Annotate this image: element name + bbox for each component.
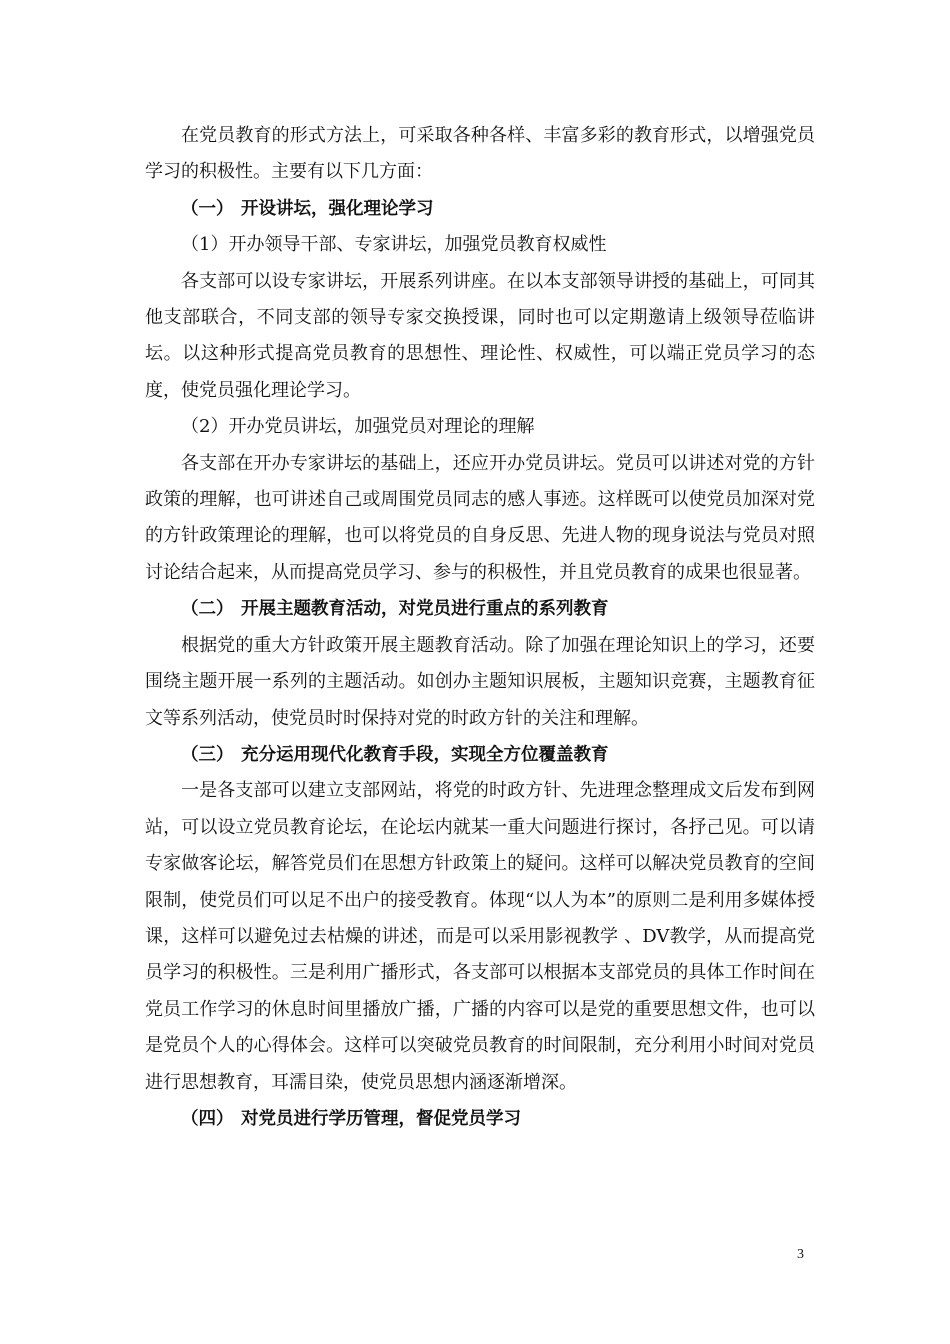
document-body <box>145 118 815 1137</box>
body-paragraph: 一是各支部可以建立支部网站，将党的时政方针、先进理念整理成文后发布到网站，可以设立党员教育论坛，在论坛内就某一重大问题进行探讨，各抒己见。可以请专家做客论坛，解答党员们在思想方针政策上的疑问。这样可以解决党员教育的空间限制，使党员们可以足不出户的接受教育。体现“以人为本”的原则二是利用多媒体授课，这样可以避免过去枯燥的讲述，而是可以采用影视教学 、DV教学，从而提高党员学习的积极性。三是利用广播形式，各支部可以根据本支部党员的具体工作时间在党员工作学习的休息时间里播放广播，广播的内容可以是党的重要思想文件，也可以是党员个人的心得体会。这样可以突破党员教育的时间限制，充分利用小时间对党员进行思想教育，耳濡目染，使党员思想内涵逐渐增深。 <box>145 780 815 1093</box>
subsection-heading-1: （1）开办领导干部、专家讲坛，加强党员教育权威性 <box>181 234 607 256</box>
section-heading-1 <box>145 191 815 227</box>
body-paragraph: 各支部可以设专家讲坛，开展系列讲座。在以本支部领导讲授的基础上，可同其他支部联合，不同支部的领导专家交换授课，同时也可以定期邀请上级领导莅临讲坛。以这种形式提高党员教育的思想性、理论性、权威性，可以端正党员学习的态度，使党员强化理论学习。 <box>145 270 815 401</box>
subsection-heading-2: （2）开办党员讲坛，加强党员对理论的理解 <box>181 416 535 438</box>
page-number: 3 <box>797 1247 804 1262</box>
section-heading-3 <box>145 737 815 773</box>
section-number: （一） <box>181 198 234 219</box>
section-number: （三） <box>181 744 234 765</box>
section-title: 对党员进行学历管理，督促党员学习 <box>241 1108 521 1129</box>
section-number: （四） <box>181 1108 234 1129</box>
section-title: 开展主题教育活动，对党员进行重点的系列教育 <box>241 599 609 620</box>
body-paragraph: 各支部在开办专家讲坛的基础上，还应开办党员讲坛。党员可以讲述对党的方针政策的理解，也可讲述自己或周围党员同志的感人事迹。这样既可以使党员加深对党的方针政策理论的理解，也可以将党员的自身反思、先进人物的现身说法与党员对照讨论结合起来，从而提高党员学习、参与的积极性，并且党员教育的成果也很显著。 <box>145 452 815 583</box>
intro-paragraph: 在党员教育的形式方法上，可采取各种各样、丰富多彩的教育形式，以增强党员学习的积极性。主要有以下几方面： <box>145 125 815 183</box>
section-heading-2 <box>145 591 815 627</box>
body-paragraph: 根据党的重大方针政策开展主题教育活动。除了加强在理论知识上的学习，还要围绕主题开展一系列的主题活动。如创办主题知识展板，主题知识竞赛，主题教育征文等系列活动，使党员时时保持对党的时政方针的关注和理解。 <box>145 634 815 729</box>
section-title: 开设讲坛，强化理论学习 <box>241 198 434 219</box>
section-title: 充分运用现代化教育手段，实现全方位覆盖教育 <box>241 744 609 765</box>
section-heading-4 <box>145 1101 815 1137</box>
section-number: （二） <box>181 599 234 620</box>
